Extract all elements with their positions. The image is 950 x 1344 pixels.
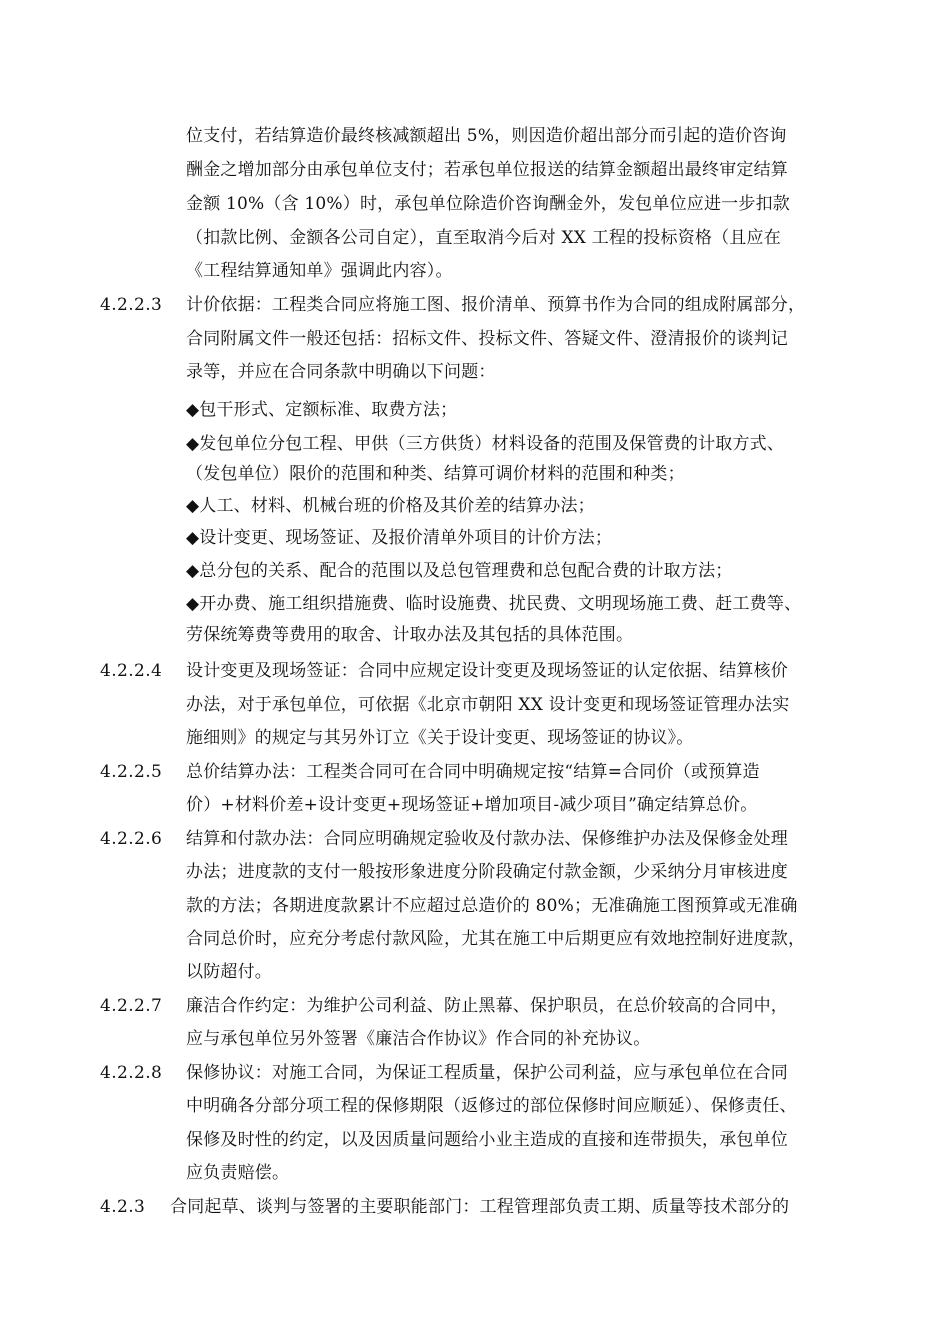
s4223-bullet-6-cont: 劳保统筹费等费用的取舍、计取办法及其包括的具体范围。 <box>186 625 634 645</box>
s4223-bullet-3: ◆人工、材料、机械台班的价格及其价差的结算办法； <box>186 496 595 516</box>
s4228-line-1: 保修协议：对施工合同，为保证工程质量，保护公司利益，应与承包单位在合同 <box>186 1063 788 1083</box>
s4225-line-1: 总价结算办法：工程类合同可在合同中明确规定按“结算=合同价（或预算造 <box>186 762 760 782</box>
s4223-bullet-1: ◆包干形式、定额标准、取费方法； <box>186 400 458 420</box>
s4223-bullet-6: ◆开办费、施工组织措施费、临时设施费、扰民费、文明现场施工费、赶工费等、 <box>186 594 802 614</box>
s4223-bullet-5: ◆总分包的关系、配合的范围以及总包管理费和总包配合费的计取方法； <box>186 561 733 581</box>
section-number-4227: 4.2.2.7 <box>100 996 163 1016</box>
s4226-line-4: 合同总价时，应充分考虑付款风险，尤其在施工中后期更应有效地控制好进度款， <box>186 929 806 949</box>
s4223-bullet-2-cont: （发包单位）限价的范围和种类、结算可调价材料的范围和种类； <box>186 464 685 484</box>
section-number-4226: 4.2.2.6 <box>100 829 163 849</box>
s423-line-1: 合同起草、谈判与签署的主要职能部门：工程管理部负责工期、质量等技术部分的 <box>170 1197 790 1217</box>
intro-line-3: 金额 10%（含 10%）时，承包单位除造价咨询酬金外，发包单位应进一步扣款 <box>186 194 790 214</box>
s4224-line-3: 施细则》的规定与其另外订立《关于设计变更、现场签证的协议》。 <box>186 728 694 748</box>
s4228-line-2: 中明确各分部分项工程的保修期限（返修过的部位保修时间应顺延）、保修责任、 <box>186 1096 797 1116</box>
s4228-line-4: 应负责赔偿。 <box>186 1163 290 1183</box>
s4226-line-5: 以防超付。 <box>186 962 272 982</box>
s4223-line-2: 合同附属文件一般还包括：招标文件、投标文件、答疑文件、澄清报价的谈判记 <box>186 329 788 349</box>
s4227-line-2: 应与承包单位另外签署《廉洁合作协议》作合同的补充协议。 <box>186 1029 651 1049</box>
s4223-line-3: 录等，并应在合同条款中明确以下问题： <box>186 362 496 382</box>
s4224-line-1: 设计变更及现场签证：合同中应规定设计变更及现场签证的认定依据、结算核价 <box>186 661 788 681</box>
section-number-4228: 4.2.2.8 <box>100 1063 163 1083</box>
section-number-423: 4.2.3 <box>100 1197 146 1217</box>
section-number-4225: 4.2.2.5 <box>100 762 163 782</box>
intro-line-2: 酬金之增加部分由承包单位支付；若承包单位报送的结算金额超出最终审定结算 <box>186 160 788 180</box>
section-number-4224: 4.2.2.4 <box>100 661 163 681</box>
s4227-line-1: 廉洁合作约定：为维护公司利益、防止黑幕、保护职员，在总价较高的合同中， <box>186 996 788 1016</box>
s4225-line-2: 价）+材料价差+设计变更+现场签证+增加项目-减少项目”确定结算总价。 <box>186 795 758 815</box>
s4223-line-1: 计价依据：工程类合同应将施工图、报价清单、预算书作为合同的组成附属部分， <box>186 295 806 315</box>
intro-line-5: 《工程结算通知单》强调此内容）。 <box>186 261 453 281</box>
s4226-line-1: 结算和付款办法：合同应明确规定验收及付款办法、保修维护办法及保修金处理 <box>186 829 788 849</box>
s4228-line-3: 保修及时性的约定，以及因质量问题给小业主造成的直接和连带损失，承包单位 <box>186 1130 788 1150</box>
intro-line-4: （扣款比例、金额各公司自定），直至取消今后对 XX 工程的投标资格（且应在 <box>186 228 781 248</box>
s4223-bullet-2: ◆发包单位分包工程、甲供（三方供货）材料设备的范围及保管费的计取方式、 <box>186 434 785 454</box>
s4224-line-2: 办法，对于承包单位，可依据《北京市朝阳 XX 设计变更和现场签证管理办法实 <box>186 695 790 715</box>
s4226-line-3: 款的方法；各期进度款累计不应超过总造价的 80%；无准确施工图预算或无准确 <box>186 896 798 916</box>
s4223-bullet-4: ◆设计变更、现场签证、及报价清单外项目的计价方法； <box>186 528 613 548</box>
intro-line-1: 位支付，若结算造价最终核减额超出 5%，则因造价超出部分而引起的造价咨询 <box>186 126 787 146</box>
s4226-line-2: 办法；进度款的支付一般按形象进度分阶段确定付款金额，少采纳分月审核进度 <box>186 862 788 882</box>
section-number-4223: 4.2.2.3 <box>100 295 163 315</box>
